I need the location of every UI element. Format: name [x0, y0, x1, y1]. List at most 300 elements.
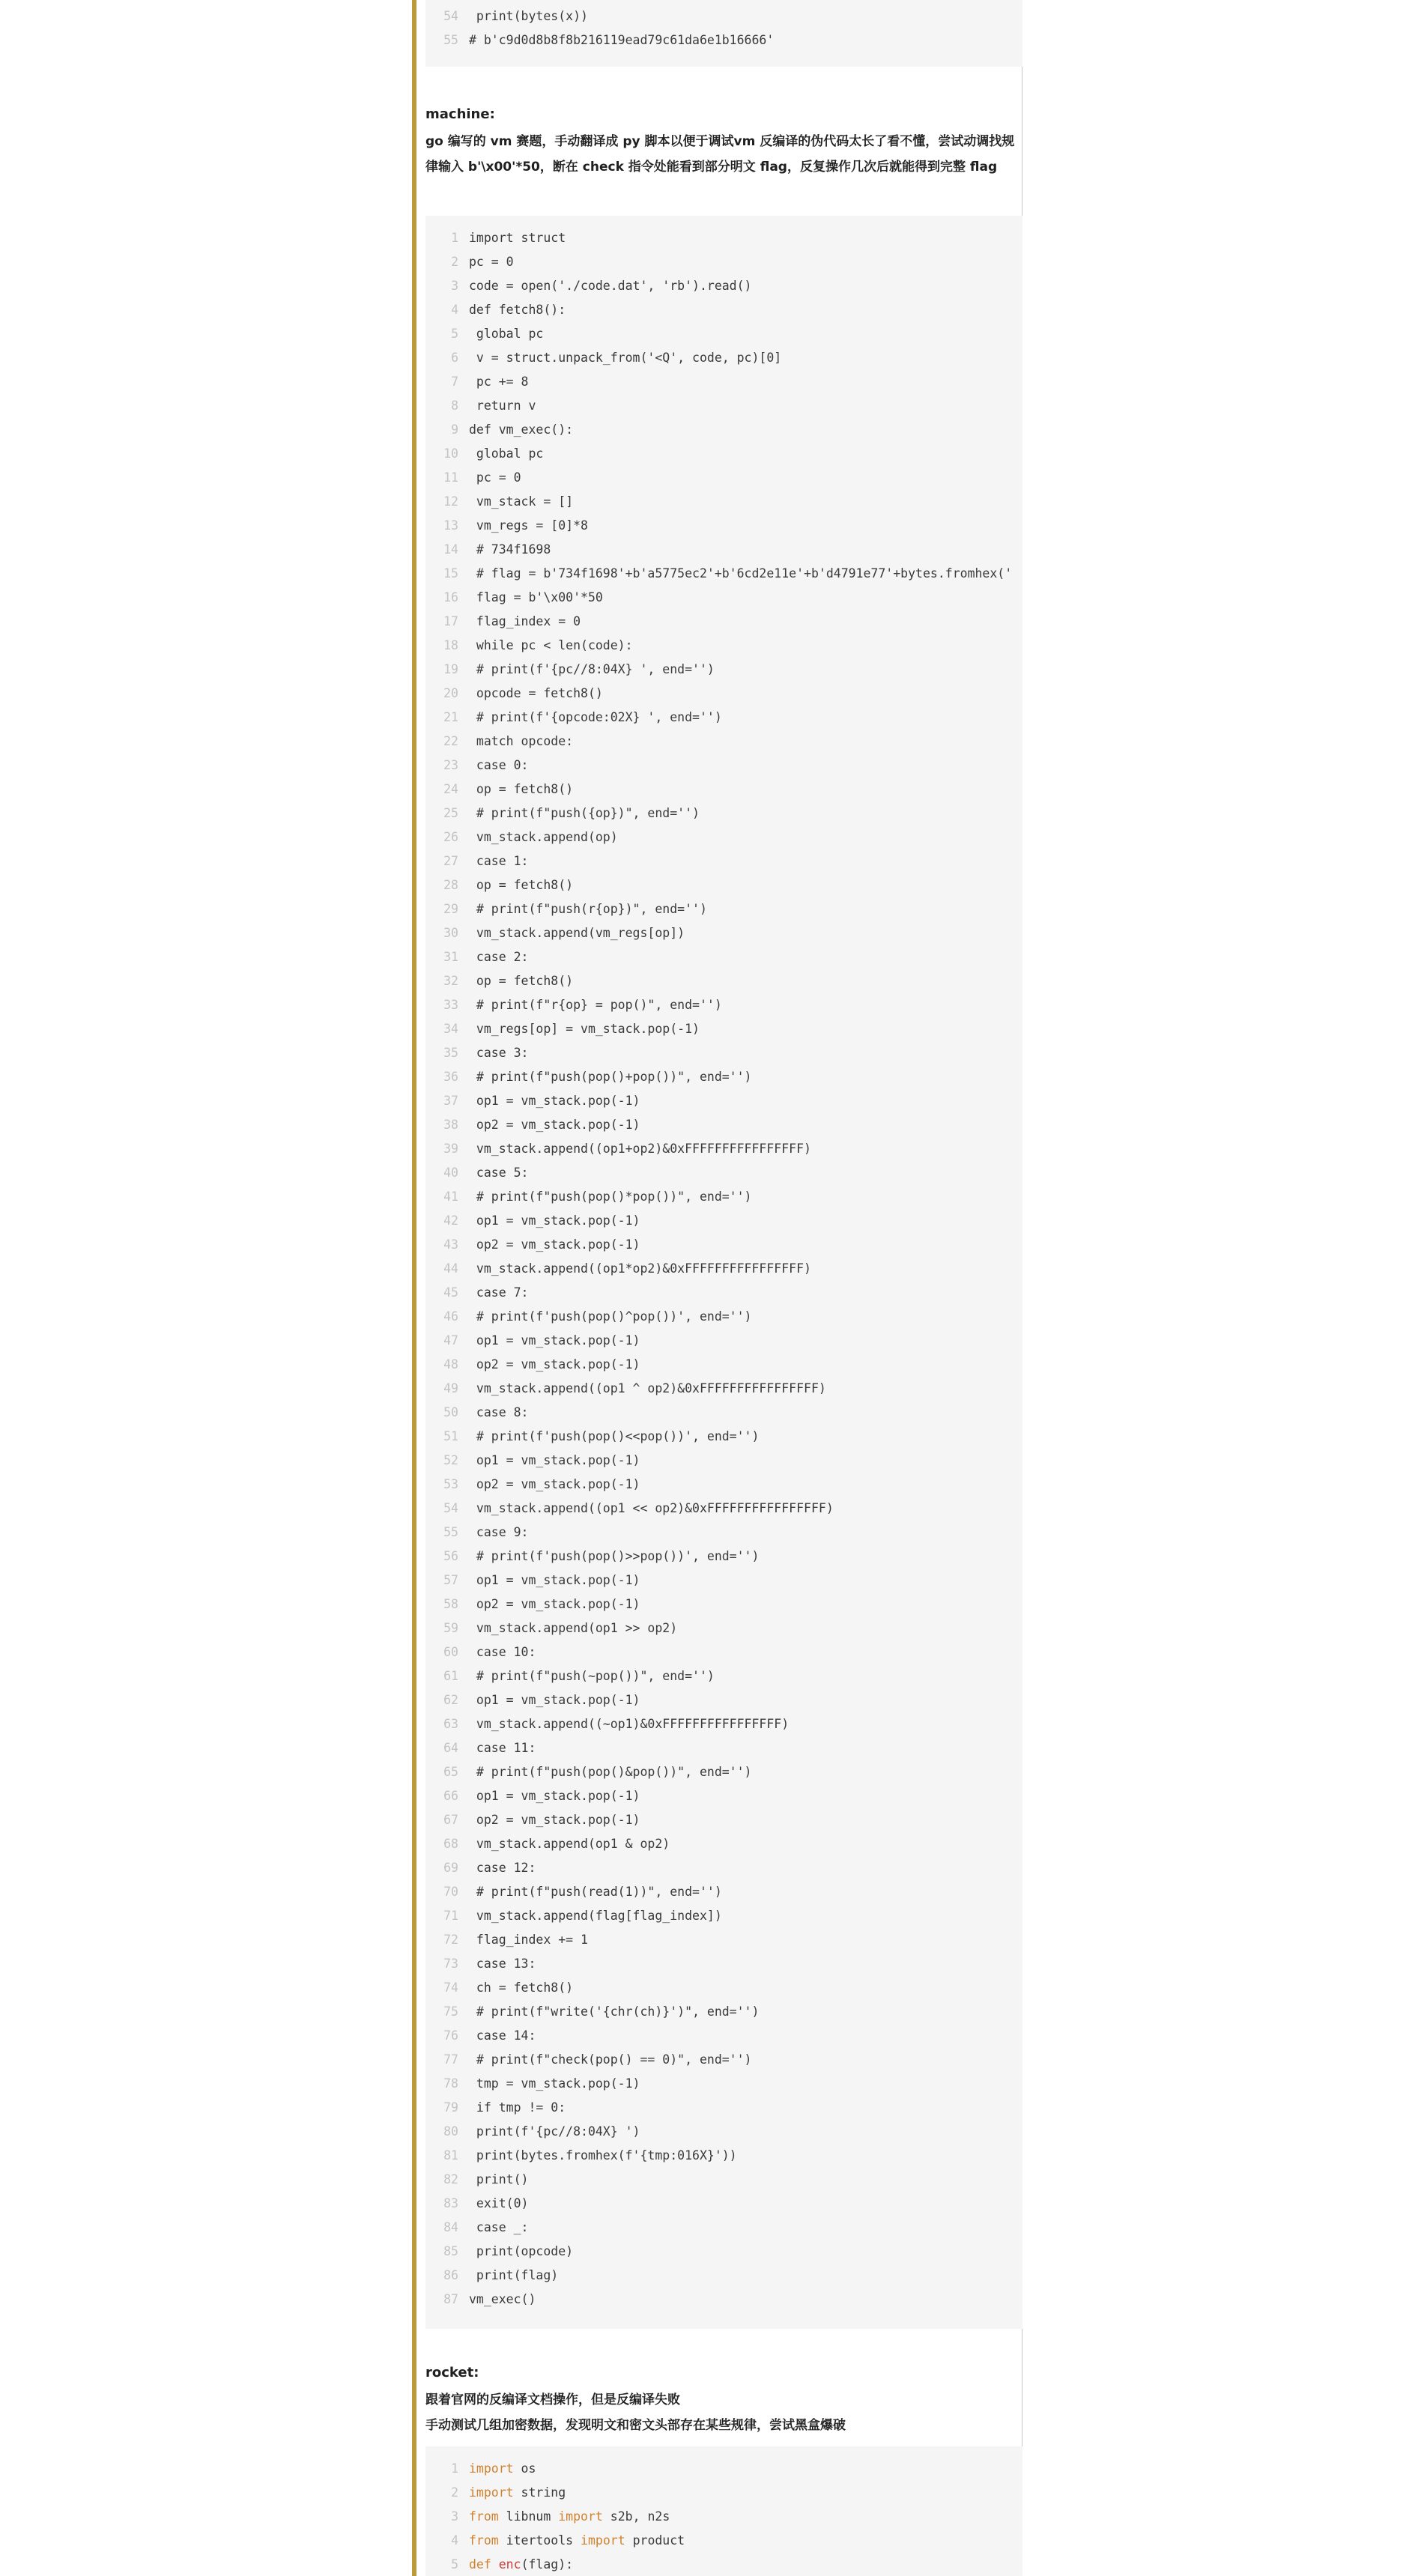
line-number: 21 [443, 710, 458, 724]
code-text: case 8: [469, 1405, 529, 1419]
code-text: op1 = vm_stack.pop(-1) [469, 1213, 640, 1228]
code-text: vm_stack.append((op1*op2)&0xFFFFFFFFFFFFFFFF) [469, 1261, 811, 1276]
line-number: 3 [451, 279, 458, 293]
code-text: vm_stack.append(op1 & op2) [469, 1837, 670, 1851]
code-text: op1 = vm_stack.pop(-1) [469, 1693, 640, 1707]
code-text: vm_stack.append(op) [469, 830, 618, 844]
line-number: 35 [443, 1046, 458, 1060]
line-number: 79 [443, 2100, 458, 2115]
code-text: while pc < len(code): [469, 638, 633, 652]
code-block-rocket [425, 2446, 1022, 2576]
code-text: case 2: [469, 950, 529, 964]
code-line [425, 1545, 1022, 1569]
line-number: 80 [443, 2124, 458, 2139]
line-number: 5 [451, 327, 458, 341]
code-text: code = open('./code.dat', 'rb').read() [469, 279, 752, 293]
code-line [425, 1065, 1022, 1089]
code-text: (flag): [521, 2557, 574, 2572]
code-block-top [425, 0, 1022, 67]
code-text: # b'c9d0d8b8f8b216119ead79c61da6e1b16666' [469, 33, 775, 47]
line-number: 38 [443, 1118, 458, 1132]
code-text: op2 = vm_stack.pop(-1) [469, 1237, 640, 1252]
code-line [425, 226, 1022, 250]
line-number: 20 [443, 686, 458, 700]
code-line [425, 2192, 1022, 2216]
code-line [425, 2529, 1022, 2553]
code-text: op1 = vm_stack.pop(-1) [469, 1094, 640, 1108]
code-line [425, 969, 1022, 993]
code-line [425, 897, 1022, 921]
line-number: 59 [443, 1621, 458, 1635]
line-number: 68 [443, 1837, 458, 1851]
code-text: op1 = vm_stack.pop(-1) [469, 1453, 640, 1467]
code-text: s2b, n2s [602, 2509, 670, 2524]
code-line [425, 322, 1022, 346]
code-text: vm_stack.append(op1 >> op2) [469, 1621, 678, 1635]
code-line [425, 1041, 1022, 1065]
line-number: 10 [443, 446, 458, 461]
code-text: op = fetch8() [469, 782, 574, 796]
code-line [425, 2024, 1022, 2048]
article-column [412, 0, 1022, 2576]
code-line [425, 2168, 1022, 2192]
code-line [425, 1856, 1022, 1880]
line-number: 74 [443, 1981, 458, 1995]
line-number: 73 [443, 1957, 458, 1971]
code-text: vm_stack.append((op1 ^ op2)&0xFFFFFFFFFFFFFFFF) [469, 1381, 826, 1395]
code-line [425, 1353, 1022, 1377]
code-text: vm_regs[op] = vm_stack.pop(-1) [469, 1022, 700, 1036]
code-text: flag = b'\x00'*50 [469, 590, 603, 604]
code-line [425, 1976, 1022, 2000]
line-number: 67 [443, 1813, 458, 1827]
line-number: 57 [443, 1573, 458, 1587]
code-line [425, 921, 1022, 945]
code-line [425, 1688, 1022, 1712]
code-line [425, 945, 1022, 969]
code-line [425, 801, 1022, 825]
line-number: 19 [443, 662, 458, 676]
code-line [425, 2264, 1022, 2288]
line-number: 47 [443, 1333, 458, 1348]
line-number: 76 [443, 2028, 458, 2043]
code-text: vm_regs = [0]*8 [469, 518, 588, 533]
code-line [425, 1712, 1022, 1736]
code-text: case 13: [469, 1957, 536, 1971]
line-number: 6 [451, 351, 458, 365]
code-text: # print(f"r{op} = pop()", end='') [469, 998, 722, 1012]
code-line [425, 298, 1022, 322]
code-line [425, 1185, 1022, 1209]
line-number: 41 [443, 1189, 458, 1204]
code-text: op2 = vm_stack.pop(-1) [469, 1357, 640, 1372]
line-number: 87 [443, 2292, 458, 2306]
line-number: 62 [443, 1693, 458, 1707]
line-number: 1 [451, 231, 458, 245]
section-description-rocket-2: 手动测试几组加密数据，发现明文和密文头部存在某些规律，尝试黑盒爆破 [425, 2418, 846, 2433]
code-line [425, 394, 1022, 418]
code-line [425, 1449, 1022, 1473]
code-text: # print(f"push(pop()*pop())", end='') [469, 1189, 752, 1204]
code-text: opcode = fetch8() [469, 686, 603, 700]
code-text: # print(f"push(pop()+pop())", end='') [469, 1070, 752, 1084]
code-text: print(flag) [469, 2268, 559, 2282]
code-text: v = struct.unpack_from('<Q', code, pc)[0] [469, 351, 782, 365]
line-number: 64 [443, 1741, 458, 1755]
line-number: 13 [443, 518, 458, 533]
line-number: 28 [443, 878, 458, 892]
code-line [425, 706, 1022, 730]
code-line [425, 1808, 1022, 1832]
code-line [425, 1880, 1022, 1904]
code-line [425, 1592, 1022, 1616]
line-number: 61 [443, 1669, 458, 1683]
code-function-name: enc [498, 2557, 521, 2572]
code-text: print(f'{pc//8:04X} ') [469, 2124, 640, 2139]
code-keyword: import [469, 2461, 514, 2476]
code-line [425, 2120, 1022, 2144]
code-line [425, 1952, 1022, 1976]
code-text: pc = 0 [469, 470, 521, 485]
line-number: 75 [443, 2004, 458, 2019]
code-text: case 12: [469, 1861, 536, 1875]
code-text: import struct [469, 231, 566, 245]
code-block-machine [425, 216, 1022, 2329]
line-number: 45 [443, 1285, 458, 1300]
line-number: 83 [443, 2196, 458, 2210]
section-description-machine: go 编写的 vm 赛题，手动翻译成 py 脚本以便于调试vm 反编译的伪代码太长了看不懂，尝试动调找规律输入 b'\x00'*50，断在 check 指令处能看到部分明文 flag，反复操作几次后就能得到完整 flag [425, 134, 1015, 175]
code-line [425, 682, 1022, 706]
code-line [425, 1425, 1022, 1449]
line-number: 77 [443, 2052, 458, 2067]
code-keyword: from [469, 2509, 499, 2524]
line-number: 25 [443, 806, 458, 820]
code-line [425, 1377, 1022, 1401]
line-number: 55 [443, 1525, 458, 1539]
code-line [425, 1569, 1022, 1592]
code-keyword: from [469, 2533, 499, 2548]
line-number: 15 [443, 566, 458, 581]
line-number: 82 [443, 2172, 458, 2186]
code-text: tmp = vm_stack.pop(-1) [469, 2076, 640, 2091]
line-number: 22 [443, 734, 458, 748]
code-text: exit(0) [469, 2196, 529, 2210]
line-number: 12 [443, 494, 458, 509]
line-number: 37 [443, 1094, 458, 1108]
code-text: flag_index = 0 [469, 614, 581, 628]
code-text: product [625, 2533, 685, 2548]
code-line [425, 1784, 1022, 1808]
code-text: vm_stack.append((op1 << op2)&0xFFFFFFFFFFFFFFFF) [469, 1501, 834, 1515]
code-text: vm_stack = [] [469, 494, 574, 509]
code-line [425, 1473, 1022, 1497]
code-line [425, 274, 1022, 298]
line-number: 50 [443, 1405, 458, 1419]
code-line [425, 1904, 1022, 1928]
code-line [425, 778, 1022, 801]
code-line [425, 2553, 1022, 2576]
code-line [425, 250, 1022, 274]
code-line [425, 2457, 1022, 2481]
line-number: 70 [443, 1885, 458, 1899]
code-text: # print(f'push(pop()^pop())', end='') [469, 1309, 752, 1324]
line-number: 3 [451, 2509, 458, 2524]
code-line [425, 442, 1022, 466]
code-text: # print(f"write('{chr(ch)}')", end='') [469, 2004, 760, 2019]
line-number: 53 [443, 1477, 458, 1491]
code-text: # 734f1698 [469, 542, 551, 557]
line-number: 26 [443, 830, 458, 844]
code-line [425, 2000, 1022, 2024]
line-number: 51 [443, 1429, 458, 1443]
line-number: 55 [443, 33, 458, 47]
code-text: if tmp != 0: [469, 2100, 566, 2115]
line-number: 34 [443, 1022, 458, 1036]
code-text: case 5: [469, 1166, 529, 1180]
line-number: 33 [443, 998, 458, 1012]
code-text: # print(f'push(pop()<<pop())', end='') [469, 1429, 760, 1443]
code-line [425, 2240, 1022, 2264]
code-line [425, 346, 1022, 370]
line-number: 81 [443, 2148, 458, 2163]
line-number: 5 [451, 2557, 458, 2572]
line-number: 11 [443, 470, 458, 485]
code-text: case 3: [469, 1046, 529, 1060]
code-text: vm_stack.append((op1+op2)&0xFFFFFFFFFFFFFFFF) [469, 1142, 811, 1156]
code-text: ch = fetch8() [469, 1981, 574, 1995]
code-text: op1 = vm_stack.pop(-1) [469, 1333, 640, 1348]
code-text: op2 = vm_stack.pop(-1) [469, 1118, 640, 1132]
line-number: 58 [443, 1597, 458, 1611]
code-text: vm_exec() [469, 2292, 536, 2306]
code-text: vm_stack.append((~op1)&0xFFFFFFFFFFFFFFFF) [469, 1717, 790, 1731]
line-number: 16 [443, 590, 458, 604]
code-text: case 14: [469, 2028, 536, 2043]
code-text: global pc [469, 327, 544, 341]
line-number: 4 [451, 2533, 458, 2548]
code-line [425, 2481, 1022, 2505]
code-keyword: def [469, 2557, 491, 2572]
line-number: 36 [443, 1070, 458, 1084]
line-number: 85 [443, 2244, 458, 2258]
code-keyword: import [469, 2485, 514, 2500]
code-text: return v [469, 398, 536, 413]
code-line [425, 610, 1022, 634]
code-line [425, 2144, 1022, 2168]
code-text: op = fetch8() [469, 878, 574, 892]
code-line [425, 1640, 1022, 1664]
code-line [425, 514, 1022, 538]
code-text: print(opcode) [469, 2244, 574, 2258]
line-number: 46 [443, 1309, 458, 1324]
line-number: 9 [451, 422, 458, 437]
code-text: case 1: [469, 854, 529, 868]
line-number: 66 [443, 1789, 458, 1803]
code-line [425, 754, 1022, 778]
section-heading-machine: machine: [425, 106, 495, 122]
line-number: 32 [443, 974, 458, 988]
line-number: 78 [443, 2076, 458, 2091]
code-text: case 7: [469, 1285, 529, 1300]
line-number: 23 [443, 758, 458, 772]
code-line [425, 2288, 1022, 2312]
code-line [425, 1281, 1022, 1305]
code-line [425, 1497, 1022, 1521]
code-line [425, 1832, 1022, 1856]
code-text: # print(f"push(~pop())", end='') [469, 1669, 715, 1683]
line-number: 2 [451, 255, 458, 269]
code-text: op2 = vm_stack.pop(-1) [469, 1477, 640, 1491]
code-line [425, 634, 1022, 658]
line-number: 29 [443, 902, 458, 916]
line-number: 14 [443, 542, 458, 557]
code-line [425, 2216, 1022, 2240]
code-text: print(bytes(x)) [469, 9, 588, 23]
code-line [425, 1089, 1022, 1113]
line-number: 60 [443, 1645, 458, 1659]
code-line [425, 1401, 1022, 1425]
code-text: libnum [498, 2509, 559, 2524]
line-number: 43 [443, 1237, 458, 1252]
code-text: # print(f"check(pop() == 0)", end='') [469, 2052, 752, 2067]
code-text: def fetch8(): [469, 303, 566, 317]
code-text: pc = 0 [469, 255, 514, 269]
line-number: 63 [443, 1717, 458, 1731]
line-number: 24 [443, 782, 458, 796]
line-number: 17 [443, 614, 458, 628]
code-line [425, 1664, 1022, 1688]
code-text: # print(f'{opcode:02X} ', end='') [469, 710, 722, 724]
code-text: # print(f"push(r{op})", end='') [469, 902, 707, 916]
code-text: print() [469, 2172, 529, 2186]
line-number: 40 [443, 1166, 458, 1180]
line-number: 86 [443, 2268, 458, 2282]
code-text: op1 = vm_stack.pop(-1) [469, 1789, 640, 1803]
code-text: case 10: [469, 1645, 536, 1659]
code-text: op = fetch8() [469, 974, 574, 988]
code-line [425, 1161, 1022, 1185]
line-number: 69 [443, 1861, 458, 1875]
code-line [425, 1760, 1022, 1784]
code-text: case 11: [469, 1741, 536, 1755]
code-line [425, 1521, 1022, 1545]
code-line [425, 658, 1022, 682]
section-heading-rocket: rocket: [425, 2365, 479, 2380]
line-number: 65 [443, 1765, 458, 1779]
code-line [425, 586, 1022, 610]
code-text: case 9: [469, 1525, 529, 1539]
code-text: op1 = vm_stack.pop(-1) [469, 1573, 640, 1587]
code-line [425, 1305, 1022, 1329]
code-line [425, 1137, 1022, 1161]
code-text: # print(f'push(pop()>>pop())', end='') [469, 1549, 760, 1563]
code-line [425, 825, 1022, 849]
line-number: 56 [443, 1549, 458, 1563]
code-line [425, 849, 1022, 873]
code-text: vm_stack.append(flag[flag_index]) [469, 1909, 722, 1923]
code-line [425, 28, 1022, 52]
code-line [425, 873, 1022, 897]
line-number: 49 [443, 1381, 458, 1395]
line-number: 71 [443, 1909, 458, 1923]
code-text: # flag = b'734f1698'+b'a5775ec2'+b'6cd2e11e'+b'd4791e77'+bytes.fromhex(' [469, 566, 1013, 581]
code-text: op2 = vm_stack.pop(-1) [469, 1813, 640, 1827]
code-text: string [513, 2485, 566, 2500]
line-number: 31 [443, 950, 458, 964]
code-text: case _: [469, 2220, 529, 2234]
code-line [425, 466, 1022, 490]
code-line [425, 562, 1022, 586]
code-text: case 0: [469, 758, 529, 772]
code-line [425, 1257, 1022, 1281]
code-text: # print(f"push({op})", end='') [469, 806, 700, 820]
line-number: 30 [443, 926, 458, 940]
line-number: 7 [451, 375, 458, 389]
code-text: print(bytes.fromhex(f'{tmp:016X}')) [469, 2148, 737, 2163]
code-line [425, 490, 1022, 514]
code-text: vm_stack.append(vm_regs[op]) [469, 926, 685, 940]
line-number: 72 [443, 1933, 458, 1947]
code-line [425, 730, 1022, 754]
line-number: 39 [443, 1142, 458, 1156]
code-line [425, 418, 1022, 442]
line-number: 54 [443, 1501, 458, 1515]
code-text: flag_index += 1 [469, 1933, 588, 1947]
line-number: 1 [451, 2461, 458, 2476]
code-line [425, 1736, 1022, 1760]
line-number: 44 [443, 1261, 458, 1276]
code-line [425, 538, 1022, 562]
code-line [425, 1928, 1022, 1952]
code-line [425, 2072, 1022, 2096]
code-keyword: import [581, 2533, 625, 2548]
section-description-rocket-1: 跟着官网的反编译文档操作，但是反编译失败 [425, 2392, 680, 2407]
code-text: def vm_exec(): [469, 422, 574, 437]
code-line [425, 1113, 1022, 1137]
line-number: 18 [443, 638, 458, 652]
code-text: op2 = vm_stack.pop(-1) [469, 1597, 640, 1611]
code-line [425, 2505, 1022, 2529]
code-line [425, 993, 1022, 1017]
code-line [425, 2048, 1022, 2072]
code-text: pc += 8 [469, 375, 529, 389]
code-line [425, 1329, 1022, 1353]
line-number: 48 [443, 1357, 458, 1372]
code-text: itertools [498, 2533, 581, 2548]
line-number: 52 [443, 1453, 458, 1467]
line-number: 27 [443, 854, 458, 868]
code-text: os [513, 2461, 536, 2476]
line-number: 54 [443, 9, 458, 23]
code-line [425, 2096, 1022, 2120]
code-text: # print(f"push(read(1))", end='') [469, 1885, 722, 1899]
code-line [425, 370, 1022, 394]
code-line [425, 1616, 1022, 1640]
code-text [491, 2557, 499, 2572]
code-text: # print(f'{pc//8:04X} ', end='') [469, 662, 715, 676]
code-line [425, 4, 1022, 28]
code-line [425, 1017, 1022, 1041]
line-number: 8 [451, 398, 458, 413]
line-number: 4 [451, 303, 458, 317]
code-keyword: import [558, 2509, 603, 2524]
code-text: match opcode: [469, 734, 574, 748]
code-line [425, 1233, 1022, 1257]
line-number: 84 [443, 2220, 458, 2234]
line-number: 2 [451, 2485, 458, 2500]
line-number: 42 [443, 1213, 458, 1228]
code-line [425, 1209, 1022, 1233]
